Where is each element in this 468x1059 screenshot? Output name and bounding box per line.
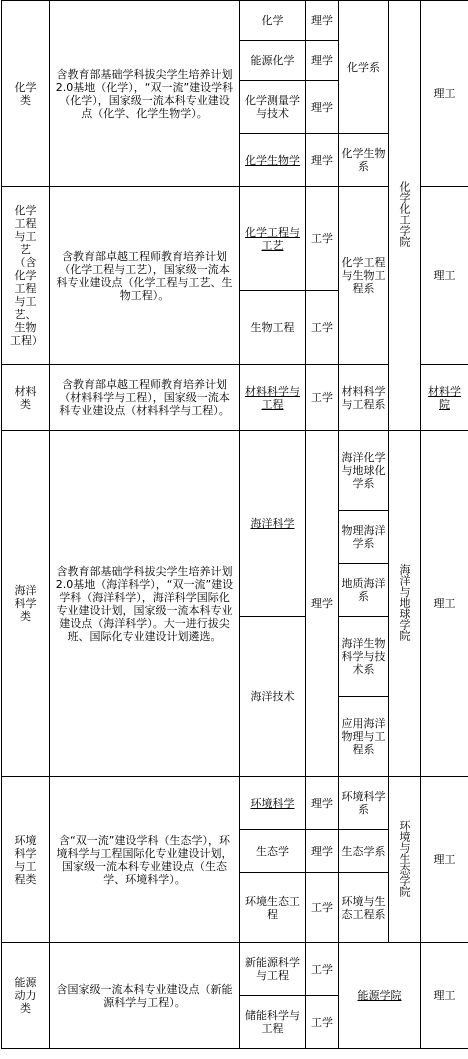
description-cell: 含国家级一流本科专业建设点（新能源科学与工程）。 (50, 943, 240, 1049)
school-label: 化学化工学院 (398, 181, 411, 247)
discipline-cell: 工学 (306, 943, 339, 996)
description-cell: 含教育部卓越工程师教育培养计划（材料科学与工程），国家级一流本科专业建设点（材料科学与工程）。 (50, 365, 240, 431)
discipline-cell: 理学 (306, 431, 339, 777)
type-cell: 理工 (421, 1, 468, 187)
major-link-text[interactable]: 化学生物学 (245, 153, 300, 167)
major-link[interactable] (240, 134, 306, 187)
school-link[interactable] (339, 943, 421, 1049)
type-cell: 理工 (421, 943, 468, 1049)
department-cell: 海洋化学与地球化学系 (339, 431, 389, 511)
discipline-cell: 理学 (306, 41, 339, 81)
category-cell: 化学工程与工艺（含化学工程与工艺、生物工程） (2, 187, 50, 365)
type-cell: 理工 (421, 187, 468, 365)
school-link-text[interactable]: 能源学院 (357, 989, 402, 1002)
school-label: 环境与生态学院 (398, 819, 411, 897)
department-cell: 生态学系 (339, 830, 389, 873)
type-cell: 理工 (421, 777, 468, 943)
description-cell: 含教育部基础学科拔尖学生培养计划2.0基地（海洋科学），“双一流”建设学科（海洋科学），海洋科学国际化专业建设计划，国家级一流本科专业建设点（海洋科学）。大一进行拔尖班、国际化专业建设计划遴选。 (50, 431, 240, 777)
school-cell (389, 431, 421, 777)
major-link-text[interactable]: 海洋科学 (250, 517, 295, 530)
discipline-cell: 理学 (306, 134, 339, 187)
department-cell: 材料科学与工程系 (339, 365, 389, 431)
category-cell: 能源动力类 (2, 943, 50, 1049)
discipline-cell: 工学 (306, 873, 339, 943)
discipline-cell: 工学 (306, 996, 339, 1049)
department-cell: 应用海洋物理与工程系 (339, 697, 389, 777)
description-cell: 含教育部基础学科拔尖学生培养计划2.0基地（化学），“双一流”建设学科（化学），国家级一流本科专业建设点（化学、化学生物学）。 (50, 1, 240, 187)
discipline-cell: 理学 (306, 81, 339, 134)
major-link[interactable] (240, 365, 306, 431)
department-cell: 化学工程与生物工程系 (339, 187, 389, 365)
major-cell: 化学 (240, 1, 306, 41)
major-cell: 环境生态工程 (240, 873, 306, 943)
major-cell: 海洋技术 (240, 617, 306, 777)
major-link[interactable] (240, 431, 306, 617)
major-link-text[interactable]: 化学工程与工艺 (245, 225, 300, 252)
department-cell: 环境科学系 (339, 777, 389, 830)
description-cell: 含教育部卓越工程师教育培养计划（化学工程与工艺），国家级一流本科专业建设点（化学工程与工艺、生物工程）。 (50, 187, 240, 365)
discipline-cell: 理学 (306, 1, 339, 41)
major-link[interactable] (240, 777, 306, 830)
department-cell: 地质海洋系 (339, 564, 389, 617)
category-cell: 海洋科学类 (2, 431, 50, 777)
school-link-text[interactable]: 材料学院 (428, 384, 461, 411)
category-cell: 化学类 (2, 1, 50, 187)
major-cell: 化学测量学与技术 (240, 81, 306, 134)
discipline-cell: 工学 (306, 187, 339, 291)
department-cell: 物理海洋学系 (339, 511, 389, 564)
department-cell: 化学生物系 (339, 134, 389, 187)
discipline-cell: 理学 (306, 777, 339, 830)
department-cell: 环境与生态工程系 (339, 873, 389, 943)
department-cell: 海洋生物科学与技术系 (339, 617, 389, 697)
majors-table (1, 0, 468, 1049)
major-cell: 生态学 (240, 830, 306, 873)
major-cell: 储能科学与工程 (240, 996, 306, 1049)
type-cell: 理工 (421, 431, 468, 777)
school-cell (389, 777, 421, 943)
school-label: 海洋与地球学院 (398, 563, 411, 641)
school-link[interactable] (421, 365, 468, 431)
category-cell: 环境科学与工程类 (2, 777, 50, 943)
major-link[interactable] (240, 187, 306, 291)
major-cell: 新能源科学与工程 (240, 943, 306, 996)
discipline-cell: 工学 (306, 291, 339, 365)
discipline-cell: 工学 (306, 365, 339, 431)
major-cell: 生物工程 (240, 291, 306, 365)
major-link-text[interactable]: 环境科学 (250, 796, 295, 810)
discipline-cell: 理学 (306, 830, 339, 873)
school-cell (389, 1, 421, 431)
major-link-text[interactable]: 材料科学与工程 (245, 384, 300, 411)
description-cell: 含“双一流”建设学科（生态学），环境科学与工程国际化专业建设计划，国家级一流本科专业建设点（生态学、环境科学）。 (50, 777, 240, 943)
category-cell: 材料类 (2, 365, 50, 431)
major-cell: 能源化学 (240, 41, 306, 81)
department-cell: 化学系 (339, 1, 389, 134)
